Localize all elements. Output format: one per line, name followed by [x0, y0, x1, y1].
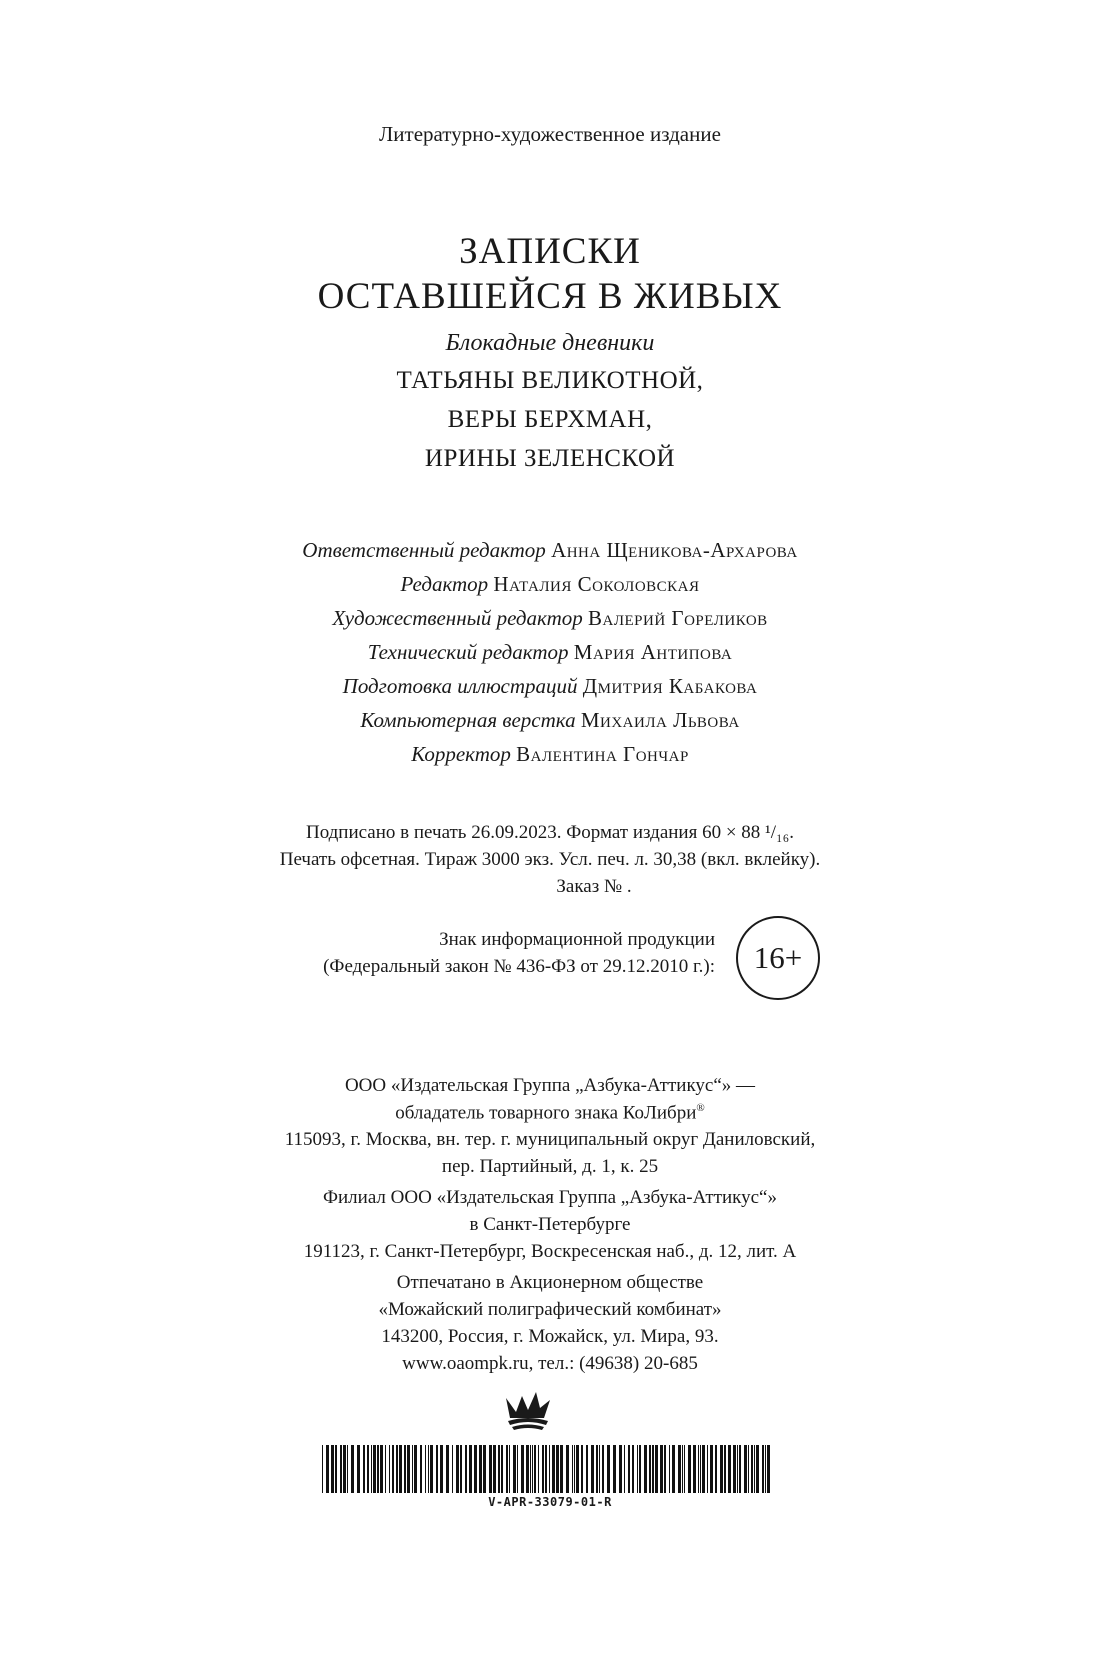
barcode-bar [581, 1445, 583, 1493]
barcode-bar [517, 1445, 518, 1493]
barcode-bar [632, 1445, 634, 1493]
barcode-bar [530, 1445, 531, 1493]
credit-line [0, 674, 1100, 699]
info-product-label: Знак информационной продукции [439, 929, 715, 950]
barcode-bar [420, 1445, 422, 1493]
barcode-bar [733, 1445, 736, 1493]
barcode-bar [452, 1445, 453, 1493]
credit-line [0, 538, 1100, 563]
barcode-bar [532, 1445, 533, 1493]
barcode-bar [506, 1445, 508, 1493]
printer-line: «Можайский полиграфический комбинат» [378, 1299, 722, 1320]
barcode-bar [425, 1445, 426, 1493]
barcode-bar [748, 1445, 749, 1493]
info-product-sign [215, 926, 715, 980]
order-number: Заказ № . [556, 876, 632, 897]
barcode-bar [566, 1445, 569, 1493]
credit-name: Валерий Гореликов [588, 606, 768, 630]
credit-name: Михаила Львова [580, 708, 740, 732]
barcode-bar [560, 1445, 563, 1493]
barcode-bar [602, 1445, 604, 1493]
barcode-bar [367, 1445, 369, 1493]
barcode-bar [664, 1445, 666, 1493]
barcode [322, 1445, 774, 1493]
barcode-bar [412, 1445, 413, 1493]
barcode-bar [684, 1445, 685, 1493]
barcode-bar [700, 1445, 701, 1493]
barcode-bar [373, 1445, 376, 1493]
barcode-bar [619, 1445, 622, 1493]
barcode-bar [744, 1445, 747, 1493]
credit-role: Художественный редактор [332, 606, 583, 630]
barcode-bar [728, 1445, 731, 1493]
barcode-bar [322, 1445, 323, 1493]
credit-line [0, 708, 1100, 733]
barcode-bar [526, 1445, 529, 1493]
barcode-bar [556, 1445, 559, 1493]
credit-line [0, 742, 1100, 767]
barcode-bar [576, 1445, 579, 1493]
barcode-bar [754, 1445, 755, 1493]
branch-line: в Санкт-Петербурге [469, 1214, 631, 1235]
barcode-bar [756, 1445, 759, 1493]
print-info-line-1: Подписано в печать 26.09.2023. Формат издания 60 × 88 ¹/₁₆. [305, 822, 795, 843]
barcode-bar [628, 1445, 630, 1493]
barcode-bar [501, 1445, 503, 1493]
barcode-bar [693, 1445, 696, 1493]
barcode-bar [724, 1445, 726, 1493]
barcode-bar [751, 1445, 753, 1493]
barcode-bar [702, 1445, 705, 1493]
barcode-bar [456, 1445, 459, 1493]
age-rating-text: 16+ [753, 940, 803, 975]
barcode-bar [498, 1445, 500, 1493]
barcode-bar [377, 1445, 379, 1493]
branch-address: 191123, г. Санкт-Петербург, Воскресенская наб., д. 12, лит. А [303, 1241, 797, 1262]
barcode-bar [489, 1445, 492, 1493]
barcode-bar [380, 1445, 383, 1493]
barcode-bar [669, 1445, 670, 1493]
credit-name: Валентина Гончар [516, 742, 689, 766]
barcode-bar [624, 1445, 625, 1493]
barcode-bar [613, 1445, 616, 1493]
printer-address: 143200, Россия, г. Можайск, ул. Мира, 93. [381, 1326, 719, 1347]
barcode-bar [392, 1445, 394, 1493]
barcode-bar [660, 1445, 663, 1493]
barcode-bar [335, 1445, 337, 1493]
barcode-bar [715, 1445, 717, 1493]
barcode-bar [389, 1445, 390, 1493]
credit-name: Анна Щеникова-Архарова [551, 538, 798, 562]
barcode-bar [720, 1445, 723, 1493]
printer-logo-icon [502, 1388, 554, 1432]
barcode-bar [465, 1445, 467, 1493]
barcode-bar [538, 1445, 539, 1493]
barcode-label: V-APR-33079-01-R [488, 1495, 612, 1509]
credit-line [0, 606, 1100, 631]
barcode-bar [737, 1445, 738, 1493]
publisher-address: пер. Партийный, д. 1, к. 25 [441, 1156, 659, 1177]
barcode-bar [460, 1445, 462, 1493]
barcode-bar [652, 1445, 654, 1493]
barcode-bar [739, 1445, 741, 1493]
barcode-bar [521, 1445, 524, 1493]
credit-line [0, 640, 1100, 665]
book-title-line-2: ОСТАВШЕЙСЯ В ЖИВЫХ [317, 276, 783, 317]
genre-label: Литературно-художественное издание [379, 122, 721, 146]
barcode-bar [765, 1445, 766, 1493]
print-info-line-2: Печать офсетная. Тираж 3000 экз. Усл. печ. л. 30,38 (вкл. вклейку). [279, 849, 821, 870]
trademark-text: обладатель товарного знака КоЛибри [395, 1102, 697, 1124]
credit-role: Редактор [400, 572, 489, 596]
barcode-bar [474, 1445, 477, 1493]
barcode-bar [649, 1445, 651, 1493]
credit-name: Дмитрия Кабакова [582, 674, 758, 698]
barcode-bar [483, 1445, 486, 1493]
barcode-bar [493, 1445, 496, 1493]
age-rating-badge [736, 916, 820, 1000]
author-3: ИРИНЫ ЗЕЛЕНСКОЙ [424, 445, 676, 472]
barcode-bar [552, 1445, 555, 1493]
barcode-bar [586, 1445, 588, 1493]
credit-role: Технический редактор [367, 640, 569, 664]
printer-contacts: www.oaompk.ru, тел.: (49638) 20-685 [402, 1353, 698, 1374]
barcode-bar [545, 1445, 547, 1493]
barcode-bar [596, 1445, 598, 1493]
barcode-bar [371, 1445, 372, 1493]
branch-line: Филиал ООО «Издательская Группа „Азбука-Аттикус“» [323, 1187, 777, 1208]
barcode-bar [407, 1445, 410, 1493]
book-title-line-1: ЗАПИСКИ [459, 231, 641, 272]
barcode-bar [430, 1445, 433, 1493]
barcode-bar [655, 1445, 658, 1493]
barcode-bar [347, 1445, 348, 1493]
barcode-bar [672, 1445, 675, 1493]
credit-name: Наталия Соколовская [493, 572, 700, 596]
barcode-bar [767, 1445, 770, 1493]
barcode-bar [762, 1445, 764, 1493]
barcode-bar [534, 1445, 536, 1493]
barcode-bar [688, 1445, 691, 1493]
barcode-bar [479, 1445, 482, 1493]
credit-name: Мария Антипова [573, 640, 733, 664]
barcode-bar [644, 1445, 647, 1493]
book-subtitle: Блокадные дневники [445, 330, 655, 356]
publisher-address: 115093, г. Москва, вн. тер. г. муниципальный округ Даниловский, [284, 1129, 816, 1150]
barcode-bar [678, 1445, 681, 1493]
barcode-bar [574, 1445, 575, 1493]
credit-role: Корректор [411, 742, 511, 766]
barcode-bar [357, 1445, 360, 1493]
barcode-bar [639, 1445, 641, 1493]
barcode-bar [326, 1445, 329, 1493]
publisher-line [0, 1102, 1100, 1124]
barcode-bar [710, 1445, 713, 1493]
barcode-bar [446, 1445, 449, 1493]
credit-role: Компьютерная верстка [360, 708, 576, 732]
barcode-bar [591, 1445, 594, 1493]
federal-law-label: (Федеральный закон № 436-ФЗ от 29.12.2010 г.): [323, 956, 715, 977]
credit-line [0, 572, 1100, 597]
barcode-bar [707, 1445, 708, 1493]
barcode-bar [343, 1445, 346, 1493]
author-2: ВЕРЫ БЕРХМАН, [447, 406, 653, 433]
barcode-bar [351, 1445, 354, 1493]
credit-role: Подготовка иллюстраций [342, 674, 578, 698]
barcode-bar [698, 1445, 699, 1493]
barcode-bar [549, 1445, 550, 1493]
author-1: ТАТЬЯНЫ ВЕЛИКОТНОЙ, [396, 367, 704, 394]
barcode-bar [396, 1445, 398, 1493]
barcode-bar [682, 1445, 683, 1493]
barcode-bar [340, 1445, 342, 1493]
barcode-bar [509, 1445, 510, 1493]
barcode-bar [385, 1445, 386, 1493]
barcode-bar [428, 1445, 429, 1493]
registered-mark: ® [696, 1102, 705, 1114]
barcode-bar [572, 1445, 573, 1493]
barcode-bar [637, 1445, 638, 1493]
barcode-bar [399, 1445, 402, 1493]
barcode-bar [440, 1445, 443, 1493]
barcode-bar [404, 1445, 406, 1493]
barcode-bar [513, 1445, 516, 1493]
barcode-bar [607, 1445, 610, 1493]
publisher-line: ООО «Издательская Группа „Азбука-Аттикус“» — [344, 1075, 756, 1096]
credit-role: Ответственный редактор [302, 538, 546, 562]
barcode-bar [599, 1445, 600, 1493]
printer-line: Отпечатано в Акционерном обществе [396, 1272, 704, 1293]
barcode-bar [363, 1445, 365, 1493]
barcode-bar [436, 1445, 438, 1493]
barcode-bar [331, 1445, 334, 1493]
barcode-bar [469, 1445, 472, 1493]
barcode-bar [542, 1445, 544, 1493]
barcode-bar [414, 1445, 417, 1493]
